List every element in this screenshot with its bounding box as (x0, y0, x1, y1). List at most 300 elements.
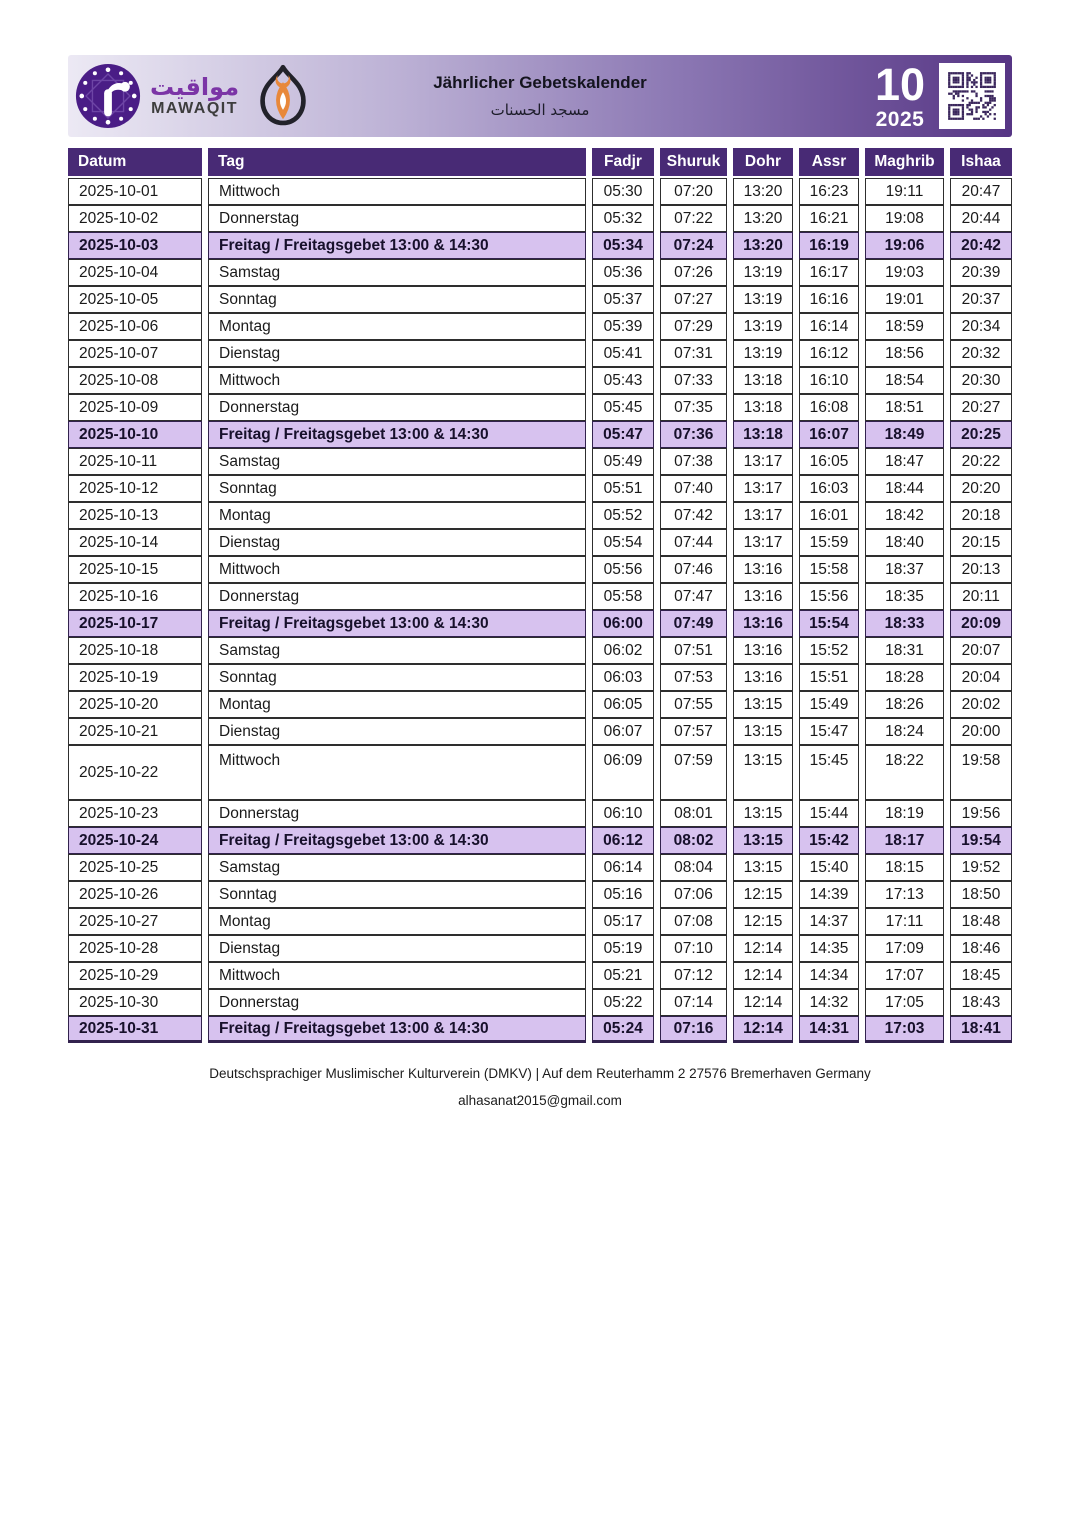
mawaqit-latin-name: MAWAQIT (151, 100, 238, 117)
time-cell-dohr: 13:16 (733, 556, 793, 583)
time-cell-assr: 14:39 (799, 881, 859, 908)
prayer-row (68, 394, 1012, 421)
tag-cell: Montag (208, 691, 586, 718)
datum-cell: 2025-10-16 (68, 583, 202, 610)
time-cell-shuruk: 07:24 (660, 232, 727, 259)
tag-cell: Montag (208, 502, 586, 529)
time-cell-dohr: 13:19 (733, 340, 793, 367)
time-cell-ishaa: 19:52 (950, 854, 1012, 881)
time-cell-ishaa: 20:44 (950, 205, 1012, 232)
datum-cell: 2025-10-20 (68, 691, 202, 718)
datum-cell: 2025-10-01 (68, 178, 202, 205)
time-cell-fadjr: 05:19 (592, 935, 654, 962)
time-cell-shuruk: 07:35 (660, 394, 727, 421)
datum-cell: 2025-10-18 (68, 637, 202, 664)
prayer-row (68, 205, 1012, 232)
time-cell-fadjr: 05:58 (592, 583, 654, 610)
calendar-page (68, 0, 1012, 1114)
time-cell-ishaa: 18:41 (950, 1016, 1012, 1043)
time-cell-assr: 15:40 (799, 854, 859, 881)
time-cell-assr: 14:34 (799, 962, 859, 989)
datum-cell: 2025-10-29 (68, 962, 202, 989)
time-cell-shuruk: 07:38 (660, 448, 727, 475)
time-cell-shuruk: 08:04 (660, 854, 727, 881)
prayer-row (68, 962, 1012, 989)
time-cell-fadjr: 05:43 (592, 367, 654, 394)
time-cell-maghrib: 18:31 (865, 637, 944, 664)
time-cell-fadjr: 05:17 (592, 908, 654, 935)
time-cell-assr: 15:44 (799, 800, 859, 827)
time-cell-shuruk: 07:57 (660, 718, 727, 745)
time-cell-maghrib: 19:11 (865, 178, 944, 205)
time-cell-shuruk: 08:02 (660, 827, 727, 854)
time-cell-ishaa: 20:13 (950, 556, 1012, 583)
time-cell-shuruk: 07:16 (660, 1016, 727, 1043)
tag-cell: Donnerstag (208, 800, 586, 827)
datum-cell: 2025-10-05 (68, 286, 202, 313)
time-cell-ishaa: 20:09 (950, 610, 1012, 637)
time-cell-ishaa: 20:42 (950, 232, 1012, 259)
prayer-row (68, 259, 1012, 286)
time-cell-assr: 16:08 (799, 394, 859, 421)
tag-cell: Mittwoch (208, 556, 586, 583)
column-header-ishaa: Ishaa (950, 148, 1012, 178)
header-right-group (874, 59, 1012, 131)
time-cell-dohr: 12:14 (733, 935, 793, 962)
time-cell-dohr: 13:17 (733, 529, 793, 556)
tag-cell: Montag (208, 313, 586, 340)
time-cell-dohr: 13:19 (733, 259, 793, 286)
time-cell-ishaa: 20:47 (950, 178, 1012, 205)
time-cell-shuruk: 07:40 (660, 475, 727, 502)
time-cell-ishaa: 20:07 (950, 637, 1012, 664)
tag-cell: Freitag / Freitagsgebet 13:00 & 14:30 (208, 610, 586, 637)
time-cell-assr: 14:37 (799, 908, 859, 935)
time-cell-assr: 15:59 (799, 529, 859, 556)
time-cell-fadjr: 05:37 (592, 286, 654, 313)
time-cell-fadjr: 05:24 (592, 1016, 654, 1043)
datum-cell: 2025-10-30 (68, 989, 202, 1016)
prayer-row (68, 664, 1012, 691)
time-cell-shuruk: 07:47 (660, 583, 727, 610)
time-cell-dohr: 13:20 (733, 178, 793, 205)
column-header-shuruk: Shuruk (660, 148, 727, 178)
time-cell-ishaa: 20:22 (950, 448, 1012, 475)
prayer-row (68, 745, 1012, 800)
time-cell-fadjr: 06:00 (592, 610, 654, 637)
tag-cell: Donnerstag (208, 205, 586, 232)
time-cell-assr: 15:49 (799, 691, 859, 718)
prayer-row-friday (68, 232, 1012, 259)
prayer-row (68, 475, 1012, 502)
mawaqit-logo-text (150, 75, 239, 117)
time-cell-maghrib: 18:44 (865, 475, 944, 502)
time-cell-maghrib: 18:42 (865, 502, 944, 529)
tag-cell: Mittwoch (208, 745, 586, 800)
time-cell-dohr: 12:14 (733, 989, 793, 1016)
time-cell-ishaa: 20:02 (950, 691, 1012, 718)
time-cell-shuruk: 07:53 (660, 664, 727, 691)
column-header-row (68, 148, 1012, 178)
datum-cell: 2025-10-03 (68, 232, 202, 259)
column-header-tag: Tag (208, 148, 586, 178)
time-cell-assr: 15:45 (799, 745, 859, 800)
time-cell-maghrib: 18:33 (865, 610, 944, 637)
time-cell-maghrib: 18:26 (865, 691, 944, 718)
datum-cell: 2025-10-11 (68, 448, 202, 475)
time-cell-fadjr: 06:14 (592, 854, 654, 881)
prayer-row (68, 908, 1012, 935)
time-cell-dohr: 13:17 (733, 448, 793, 475)
time-cell-maghrib: 19:08 (865, 205, 944, 232)
time-cell-maghrib: 17:05 (865, 989, 944, 1016)
prayer-row (68, 854, 1012, 881)
time-cell-dohr: 13:16 (733, 610, 793, 637)
time-cell-fadjr: 06:07 (592, 718, 654, 745)
time-cell-assr: 16:17 (799, 259, 859, 286)
time-cell-ishaa: 20:39 (950, 259, 1012, 286)
column-header-dohr: Dohr (733, 148, 793, 178)
tag-cell: Sonntag (208, 286, 586, 313)
time-cell-ishaa: 20:27 (950, 394, 1012, 421)
tag-cell: Mittwoch (208, 962, 586, 989)
mawaqit-arabic-name: مواقيت (150, 73, 240, 101)
time-cell-dohr: 13:17 (733, 475, 793, 502)
time-cell-ishaa: 20:30 (950, 367, 1012, 394)
time-cell-dohr: 13:20 (733, 205, 793, 232)
time-cell-shuruk: 07:49 (660, 610, 727, 637)
prayer-row (68, 989, 1012, 1016)
tag-cell: Freitag / Freitagsgebet 13:00 & 14:30 (208, 1016, 586, 1043)
time-cell-maghrib: 18:15 (865, 854, 944, 881)
qr-code (939, 63, 1005, 129)
time-cell-ishaa: 20:18 (950, 502, 1012, 529)
time-cell-maghrib: 19:03 (865, 259, 944, 286)
tag-cell: Samstag (208, 259, 586, 286)
time-cell-dohr: 12:15 (733, 881, 793, 908)
tag-cell: Samstag (208, 448, 586, 475)
time-cell-ishaa: 18:50 (950, 881, 1012, 908)
prayer-row (68, 935, 1012, 962)
datum-cell: 2025-10-24 (68, 827, 202, 854)
time-cell-ishaa: 20:15 (950, 529, 1012, 556)
time-cell-shuruk: 07:06 (660, 881, 727, 908)
time-cell-ishaa: 20:34 (950, 313, 1012, 340)
time-cell-maghrib: 18:54 (865, 367, 944, 394)
column-header-datum: Datum (68, 148, 202, 178)
time-cell-fadjr: 05:30 (592, 178, 654, 205)
time-cell-assr: 15:54 (799, 610, 859, 637)
time-cell-fadjr: 05:51 (592, 475, 654, 502)
time-cell-shuruk: 07:59 (660, 745, 727, 800)
time-cell-dohr: 12:14 (733, 962, 793, 989)
time-cell-assr: 16:21 (799, 205, 859, 232)
time-cell-assr: 16:03 (799, 475, 859, 502)
time-cell-fadjr: 06:10 (592, 800, 654, 827)
tag-cell: Freitag / Freitagsgebet 13:00 & 14:30 (208, 421, 586, 448)
month-year: 2025 (875, 108, 925, 131)
time-cell-shuruk: 07:14 (660, 989, 727, 1016)
prayer-row (68, 313, 1012, 340)
time-cell-fadjr: 06:12 (592, 827, 654, 854)
prayer-row-friday (68, 610, 1012, 637)
column-header-maghrib: Maghrib (865, 148, 944, 178)
datum-cell: 2025-10-17 (68, 610, 202, 637)
time-cell-assr: 14:32 (799, 989, 859, 1016)
tag-cell: Samstag (208, 637, 586, 664)
time-cell-fadjr: 05:54 (592, 529, 654, 556)
datum-cell: 2025-10-19 (68, 664, 202, 691)
prayer-row (68, 637, 1012, 664)
time-cell-maghrib: 18:56 (865, 340, 944, 367)
time-cell-assr: 16:10 (799, 367, 859, 394)
time-cell-ishaa: 19:56 (950, 800, 1012, 827)
time-cell-dohr: 13:15 (733, 718, 793, 745)
time-cell-assr: 16:05 (799, 448, 859, 475)
tag-cell: Donnerstag (208, 583, 586, 610)
time-cell-ishaa: 19:58 (950, 745, 1012, 800)
time-cell-shuruk: 07:55 (660, 691, 727, 718)
footer (68, 1060, 1012, 1114)
time-cell-maghrib: 18:35 (865, 583, 944, 610)
time-cell-fadjr: 05:16 (592, 881, 654, 908)
time-cell-ishaa: 20:25 (950, 421, 1012, 448)
tag-cell: Donnerstag (208, 394, 586, 421)
time-cell-maghrib: 17:03 (865, 1016, 944, 1043)
time-cell-fadjr: 05:49 (592, 448, 654, 475)
datum-cell: 2025-10-09 (68, 394, 202, 421)
datum-cell: 2025-10-13 (68, 502, 202, 529)
time-cell-fadjr: 05:41 (592, 340, 654, 367)
time-cell-maghrib: 18:19 (865, 800, 944, 827)
prayer-row (68, 529, 1012, 556)
time-cell-maghrib: 18:49 (865, 421, 944, 448)
time-cell-assr: 16:19 (799, 232, 859, 259)
time-cell-assr: 14:35 (799, 935, 859, 962)
time-cell-maghrib: 18:40 (865, 529, 944, 556)
time-cell-maghrib: 18:17 (865, 827, 944, 854)
mosque-logo-icon (257, 63, 309, 129)
time-cell-dohr: 13:15 (733, 800, 793, 827)
time-cell-assr: 15:56 (799, 583, 859, 610)
time-cell-ishaa: 20:00 (950, 718, 1012, 745)
time-cell-assr: 16:23 (799, 178, 859, 205)
prayer-row-friday (68, 1016, 1012, 1043)
tag-cell: Dienstag (208, 935, 586, 962)
time-cell-shuruk: 07:12 (660, 962, 727, 989)
time-cell-assr: 16:12 (799, 340, 859, 367)
time-cell-fadjr: 06:05 (592, 691, 654, 718)
mawaqit-logo-icon (74, 62, 142, 130)
time-cell-dohr: 13:16 (733, 664, 793, 691)
prayer-row (68, 286, 1012, 313)
time-cell-maghrib: 19:01 (865, 286, 944, 313)
prayer-row-friday (68, 421, 1012, 448)
column-header-fadjr: Fadjr (592, 148, 654, 178)
time-cell-assr: 15:47 (799, 718, 859, 745)
time-cell-fadjr: 06:03 (592, 664, 654, 691)
month-number: 10 (874, 59, 925, 110)
datum-cell: 2025-10-02 (68, 205, 202, 232)
tag-cell: Dienstag (208, 340, 586, 367)
time-cell-dohr: 13:18 (733, 367, 793, 394)
time-cell-maghrib: 18:51 (865, 394, 944, 421)
datum-cell: 2025-10-25 (68, 854, 202, 881)
time-cell-dohr: 13:19 (733, 286, 793, 313)
time-cell-dohr: 13:17 (733, 502, 793, 529)
prayer-row (68, 448, 1012, 475)
time-cell-shuruk: 07:29 (660, 313, 727, 340)
time-cell-dohr: 13:18 (733, 394, 793, 421)
time-cell-dohr: 13:15 (733, 745, 793, 800)
prayer-row (68, 691, 1012, 718)
tag-cell: Mittwoch (208, 178, 586, 205)
month-badge (874, 59, 925, 131)
time-cell-dohr: 13:15 (733, 827, 793, 854)
time-cell-maghrib: 17:11 (865, 908, 944, 935)
time-cell-assr: 15:51 (799, 664, 859, 691)
time-cell-shuruk: 07:22 (660, 205, 727, 232)
time-cell-maghrib: 19:06 (865, 232, 944, 259)
tag-cell: Sonntag (208, 475, 586, 502)
time-cell-maghrib: 17:13 (865, 881, 944, 908)
prayer-row (68, 800, 1012, 827)
time-cell-ishaa: 18:43 (950, 989, 1012, 1016)
prayer-row (68, 178, 1012, 205)
datum-cell: 2025-10-08 (68, 367, 202, 394)
tag-cell: Samstag (208, 854, 586, 881)
time-cell-ishaa: 19:54 (950, 827, 1012, 854)
time-cell-maghrib: 18:47 (865, 448, 944, 475)
time-cell-shuruk: 07:08 (660, 908, 727, 935)
time-cell-dohr: 12:15 (733, 908, 793, 935)
time-cell-ishaa: 20:37 (950, 286, 1012, 313)
datum-cell: 2025-10-27 (68, 908, 202, 935)
prayer-table-body (68, 178, 1012, 1043)
tag-cell: Dienstag (208, 529, 586, 556)
prayer-row (68, 881, 1012, 908)
tag-cell: Sonntag (208, 664, 586, 691)
time-cell-assr: 16:16 (799, 286, 859, 313)
time-cell-maghrib: 18:22 (865, 745, 944, 800)
time-cell-maghrib: 18:59 (865, 313, 944, 340)
time-cell-shuruk: 07:31 (660, 340, 727, 367)
time-cell-shuruk: 08:01 (660, 800, 727, 827)
time-cell-fadjr: 06:09 (592, 745, 654, 800)
time-cell-shuruk: 07:46 (660, 556, 727, 583)
tag-cell: Sonntag (208, 881, 586, 908)
time-cell-fadjr: 06:02 (592, 637, 654, 664)
time-cell-maghrib: 18:24 (865, 718, 944, 745)
prayer-row-friday (68, 827, 1012, 854)
time-cell-dohr: 13:15 (733, 691, 793, 718)
time-cell-fadjr: 05:52 (592, 502, 654, 529)
datum-cell: 2025-10-07 (68, 340, 202, 367)
footer-address: Deutschsprachiger Muslimischer Kulturverein (DMKV) | Auf dem Reuterhamm 2 27576 Bremerhaven Germany (209, 1066, 871, 1081)
prayer-row (68, 367, 1012, 394)
column-header-assr: Assr (799, 148, 859, 178)
time-cell-shuruk: 07:27 (660, 286, 727, 313)
prayer-row (68, 718, 1012, 745)
time-cell-shuruk: 07:33 (660, 367, 727, 394)
time-cell-fadjr: 05:34 (592, 232, 654, 259)
time-cell-maghrib: 18:28 (865, 664, 944, 691)
time-cell-fadjr: 05:32 (592, 205, 654, 232)
datum-cell: 2025-10-22 (68, 745, 202, 800)
datum-cell: 2025-10-15 (68, 556, 202, 583)
header-bar (68, 55, 1012, 137)
prayer-row (68, 340, 1012, 367)
prayer-table (62, 148, 1018, 1043)
time-cell-dohr: 13:16 (733, 637, 793, 664)
datum-cell: 2025-10-06 (68, 313, 202, 340)
datum-cell: 2025-10-12 (68, 475, 202, 502)
time-cell-shuruk: 07:10 (660, 935, 727, 962)
datum-cell: 2025-10-21 (68, 718, 202, 745)
time-cell-dohr: 13:20 (733, 232, 793, 259)
time-cell-fadjr: 05:39 (592, 313, 654, 340)
time-cell-ishaa: 20:32 (950, 340, 1012, 367)
tag-cell: Mittwoch (208, 367, 586, 394)
time-cell-ishaa: 18:48 (950, 908, 1012, 935)
time-cell-ishaa: 20:20 (950, 475, 1012, 502)
prayer-table-wrap (62, 148, 1018, 1043)
time-cell-dohr: 12:14 (733, 1016, 793, 1043)
time-cell-shuruk: 07:20 (660, 178, 727, 205)
datum-cell: 2025-10-14 (68, 529, 202, 556)
tag-cell: Donnerstag (208, 989, 586, 1016)
time-cell-dohr: 13:19 (733, 313, 793, 340)
time-cell-maghrib: 17:09 (865, 935, 944, 962)
time-cell-dohr: 13:15 (733, 854, 793, 881)
tag-cell: Freitag / Freitagsgebet 13:00 & 14:30 (208, 827, 586, 854)
header-left-group (68, 62, 309, 130)
footer-email: alhasanat2015@gmail.com (458, 1093, 622, 1108)
time-cell-maghrib: 18:37 (865, 556, 944, 583)
prayer-row (68, 556, 1012, 583)
time-cell-assr: 16:01 (799, 502, 859, 529)
tag-cell: Freitag / Freitagsgebet 13:00 & 14:30 (208, 232, 586, 259)
datum-cell: 2025-10-04 (68, 259, 202, 286)
time-cell-ishaa: 20:04 (950, 664, 1012, 691)
time-cell-ishaa: 20:11 (950, 583, 1012, 610)
time-cell-assr: 15:42 (799, 827, 859, 854)
datum-cell: 2025-10-23 (68, 800, 202, 827)
time-cell-assr: 15:58 (799, 556, 859, 583)
time-cell-fadjr: 05:22 (592, 989, 654, 1016)
time-cell-fadjr: 05:56 (592, 556, 654, 583)
time-cell-assr: 15:52 (799, 637, 859, 664)
datum-cell: 2025-10-28 (68, 935, 202, 962)
time-cell-shuruk: 07:26 (660, 259, 727, 286)
page-title: Jährlicher Gebetskalender (433, 73, 647, 92)
tag-cell: Montag (208, 908, 586, 935)
time-cell-assr: 16:07 (799, 421, 859, 448)
time-cell-fadjr: 05:45 (592, 394, 654, 421)
datum-cell: 2025-10-31 (68, 1016, 202, 1043)
datum-cell: 2025-10-10 (68, 421, 202, 448)
time-cell-shuruk: 07:51 (660, 637, 727, 664)
time-cell-assr: 16:14 (799, 313, 859, 340)
prayer-row (68, 502, 1012, 529)
datum-cell: 2025-10-26 (68, 881, 202, 908)
tag-cell: Dienstag (208, 718, 586, 745)
time-cell-assr: 14:31 (799, 1016, 859, 1043)
time-cell-shuruk: 07:36 (660, 421, 727, 448)
time-cell-dohr: 13:16 (733, 583, 793, 610)
time-cell-fadjr: 05:47 (592, 421, 654, 448)
mosque-name-arabic: مسجد الحسنات (490, 101, 590, 119)
